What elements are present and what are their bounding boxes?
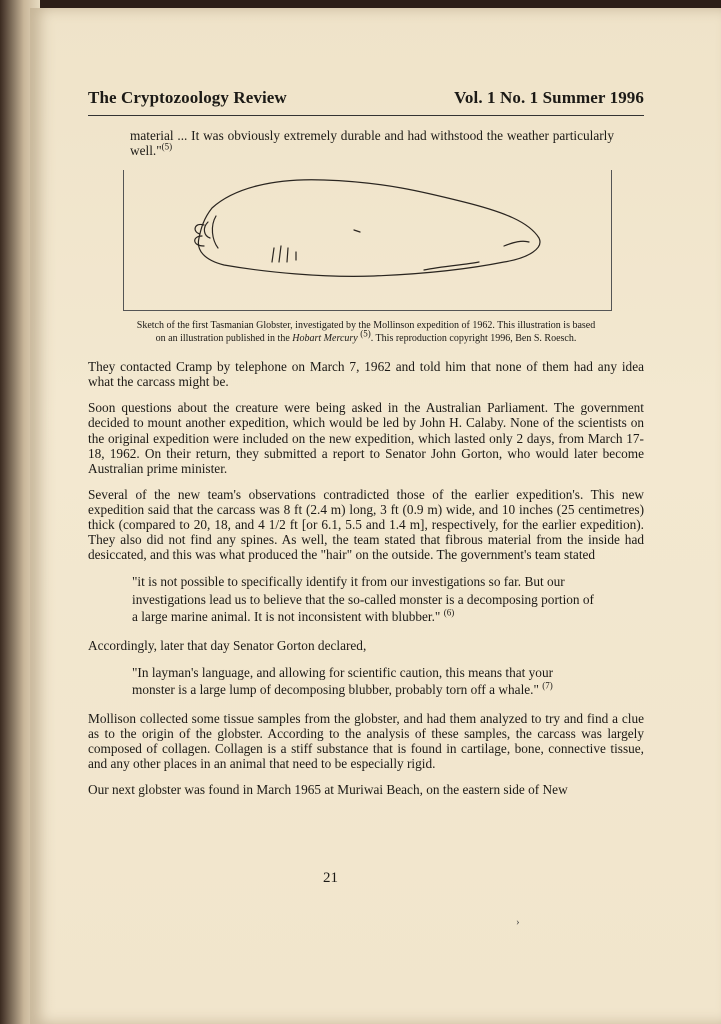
header-rule [88, 115, 644, 116]
margin-mark: › [516, 916, 520, 928]
paragraph: Soon questions about the creature were being asked in the Australian Parliament. The government decided to mount another expedition, which would be led by John H. Calaby. None of the scientists on the original expedition were included on the new expedition, which lasted only 2 days, from March 17-18, 1962. On their return, they submitted a report to Senator John Gorton, who would later become Australian prime minister. [88, 400, 644, 476]
issue-info: Vol. 1 No. 1 Summer 1996 [454, 88, 644, 107]
footnote-ref: (7) [542, 680, 553, 691]
page-content [88, 88, 644, 808]
block-quote: "In layman's language, and allowing for scientific caution, this means that your monster is a large lump of decomposing blubber, probably torn off a whale." $^{(7)}$ [132, 664, 554, 698]
continued-quote: material ... It was obviously extremely durable and had withstood the weather particularly well."$^{(5)}$ [130, 128, 614, 159]
paragraph: They contacted Cramp by telephone on March 7, 1962 and told him that none of them had any idea what the carcass might be. [88, 359, 644, 390]
journal-title: The Cryptozoology Review [88, 88, 287, 107]
paragraph: Accordingly, later that day Senator Gorton declared, [88, 637, 367, 653]
block-quote: "it is not possible to specifically identify it from our investigations so far. But our investigations lead us to believe that the so-called monster is a decomposing portion of a large marine animal. It is not inconsistent with blubber." $^{(6)}$ [132, 574, 594, 625]
page-number: 21 [323, 870, 338, 886]
globster-sketch [124, 170, 611, 310]
footnote-ref: (6) [443, 607, 455, 618]
paragraph: Several of the new team's observations contradicted those of the earlier expedition's. This new expedition said that the carcass was 8 ft (2.4 m) long, 3 ft (0.9 m) wide, and 10 inches (25 centimetres) thick (compared to 20, 18, and 4 1/2 ft [or 6.1, 5.5 and 1.4 m], respectively, for the earlier expedition). They also did not find any spines. As well, the team stated that fibrous material from the inside had desiccated, and this was what produced the "hair" on the outside. The government's team stated [88, 486, 644, 563]
figure-caption: Sketch of the first Tasmanian Globster, investigated by the Mollinson expedition of 1962. This illustration is based on an illustration published in the Hobart Mercury $^{(5)}$. This reproduction copyright 1996, Ben S. Roesch. [136, 320, 596, 345]
paragraph: Mollison collected some tissue samples from the globster, and had them analyzed to try and find a clue as to the origin of the globster. According to the analysis of these samples, the carcass was largely composed of collagen. Collagen is a stiff substance that is found in cartilage, bone, connective tissue, and any other places in an animal that need to be especially rigid. [88, 710, 644, 772]
newspaper-title: Hobart Mercury [292, 333, 358, 345]
running-header [88, 88, 644, 108]
paragraph: Our next globster was found in March 1965 at Muriwai Beach, on the eastern side of New [88, 782, 568, 798]
globster-sketch-figure [123, 170, 612, 311]
document-page [30, 8, 721, 1024]
footnote-ref: (5) [161, 141, 173, 152]
